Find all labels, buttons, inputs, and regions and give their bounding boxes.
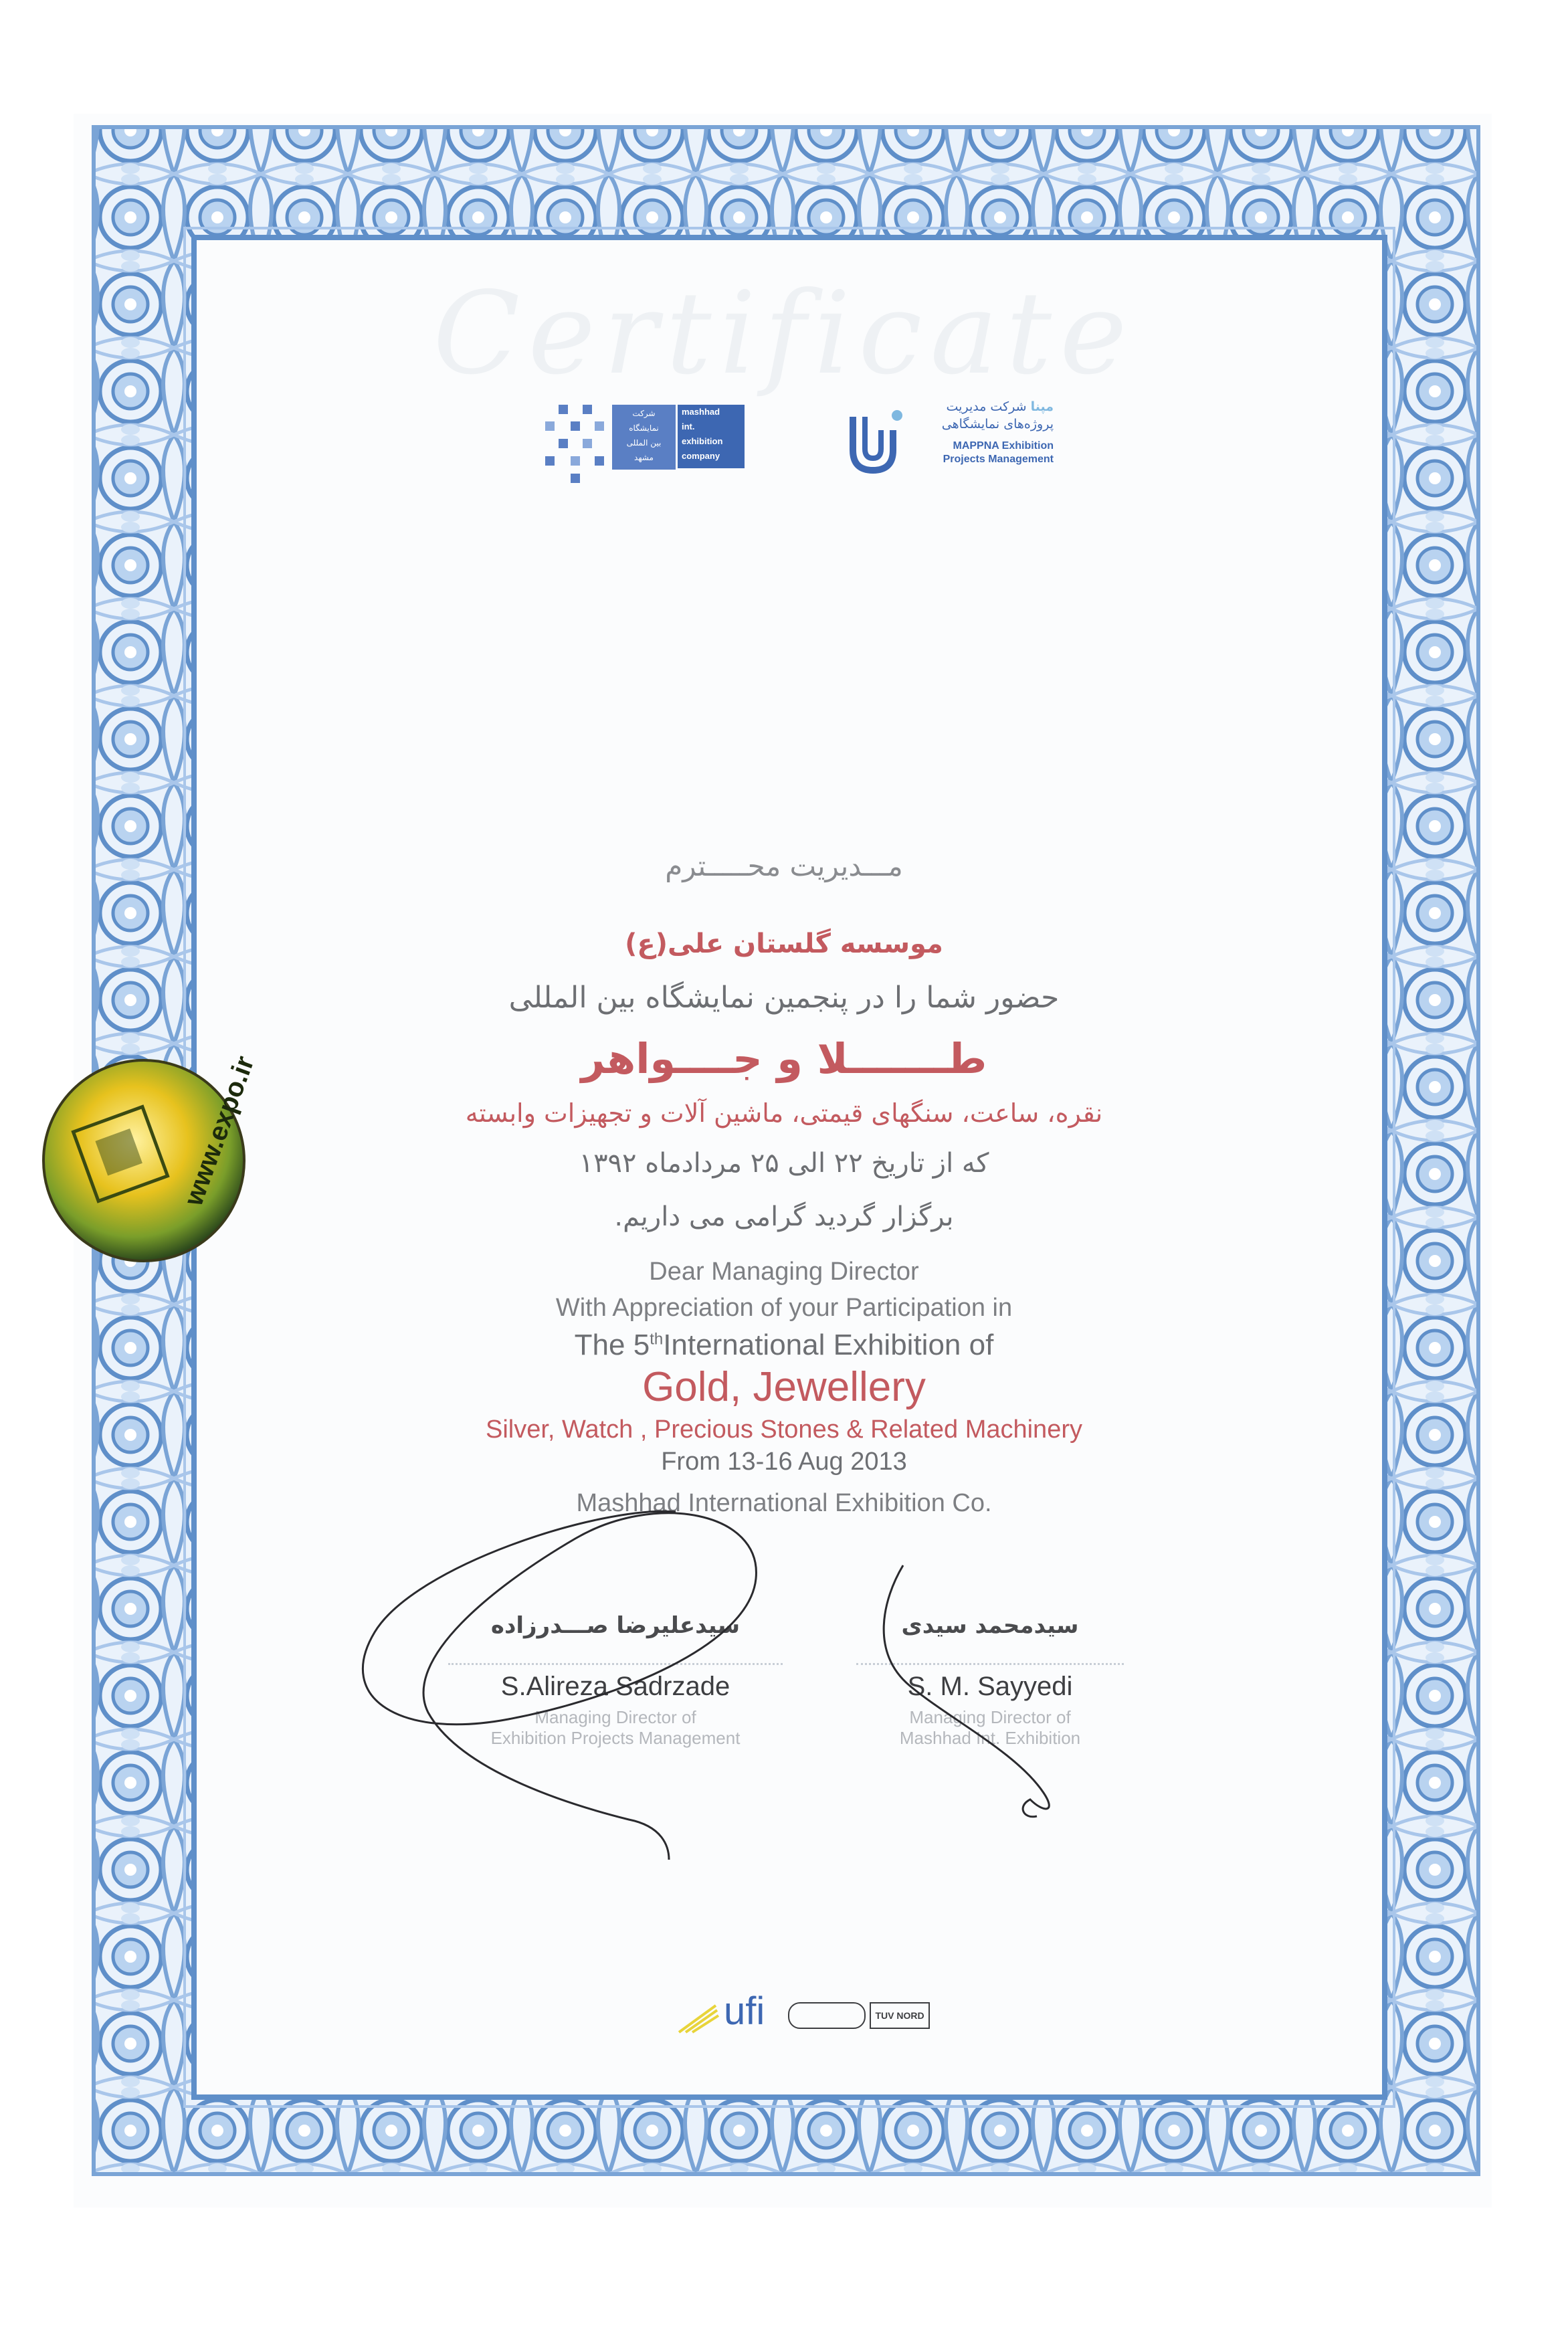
ufi-tuv-logos: [676, 1990, 930, 2037]
en-exhibition-title: Gold, Jewellery: [642, 1364, 926, 1410]
en-exhibition-ordinal-suffix: th: [650, 1330, 664, 1349]
mashhad-logo-fa-line: مشهد: [634, 453, 654, 462]
right-signatory-title2: Mashhad Int. Exhibition: [899, 1728, 1081, 1748]
fa-dates: که از تاریخ ۲۲ الی ۲۵ مردادماه ۱۳۹۲: [579, 1148, 989, 1179]
en-intro-line: With Appreciation of your Participation in: [555, 1294, 1013, 1322]
mashhad-logo-en-line: int.: [682, 421, 695, 431]
ufi-swoosh-icon: [676, 2002, 722, 2036]
mashhad-logo-en-line: company: [682, 451, 720, 461]
fa-closing: برگزار گردید گرامی می داریم.: [614, 1201, 954, 1232]
en-exhibition-ordinal: The 5: [574, 1329, 650, 1361]
mappna-en-line1: MAPPNA Exhibition: [953, 440, 1054, 452]
mashhad-logo-fa-line: شرکت: [632, 409, 656, 418]
mappna-brand-fa: مپنا: [1030, 399, 1054, 414]
en-exhibition-name: International Exhibition of: [663, 1329, 994, 1361]
en-salutation: Dear Managing Director: [649, 1258, 919, 1286]
right-signatory-title1: Managing Director of: [909, 1707, 1071, 1727]
left-signatory-title1: Managing Director of: [534, 1707, 696, 1727]
fa-exhibition-title: طـــــــلا و جــــواهر: [581, 1034, 987, 1083]
en-organizer: Mashhad International Exhibition Co.: [576, 1489, 992, 1517]
left-signatory-en-name: S.Alireza Sadrzade: [500, 1672, 730, 1701]
sticker-url-text: www.expo.ir: [179, 1052, 260, 1210]
watermark-text: Certificate: [433, 268, 1135, 400]
en-exhibition-subtitle: Silver, Watch , Precious Stones & Related Machinery: [486, 1415, 1082, 1444]
mappna-sub-fa: پروژه‌های نمایشگاهی: [941, 417, 1054, 431]
fa-salutation: مـــدیریت محـــــترم: [665, 850, 903, 882]
left-signatory-fa-name: سیدعلیرضا صـــدرزاده: [490, 1612, 741, 1639]
mashhad-logo-fa-line: بین المللی: [626, 438, 662, 448]
mashhad-logo-en-line: mashhad: [682, 407, 720, 417]
mappna-en-line2: Projects Management: [943, 454, 1054, 465]
mashhad-logo-fa-line: نمایشگاه: [629, 423, 659, 433]
fa-intro-line: حضور شما را در پنجمین نمایشگاه بین المللی: [508, 981, 1060, 1015]
right-signatory-en-name: S. M. Sayyedi: [907, 1672, 1073, 1701]
mappna-name-fa: شرکت مدیریت: [946, 399, 1027, 414]
right-signatory-fa-name: سیدمحمد سیدی: [901, 1612, 1079, 1639]
mashhad-logo-en-line: exhibition: [682, 436, 723, 446]
tuv-oval-icon: [788, 2002, 866, 2029]
right-handwritten-signature: [884, 1565, 1049, 1817]
en-dates: From 13-16 Aug 2013: [661, 1448, 907, 1476]
fa-recipient: موسسه گلستان علی(ع): [625, 929, 943, 959]
left-signatory-title2: Exhibition Projects Management: [490, 1728, 741, 1748]
fa-exhibition-subtitle: نقره، ساعت، سنگهای قیمتی، ماشین آلات و تجهیزات وابسته: [465, 1098, 1103, 1128]
tuv-nord-badge: TUV NORD: [870, 2002, 930, 2029]
ufi-logo-text: ufi: [724, 1989, 765, 2033]
left-handwritten-signature: [363, 1511, 756, 1860]
